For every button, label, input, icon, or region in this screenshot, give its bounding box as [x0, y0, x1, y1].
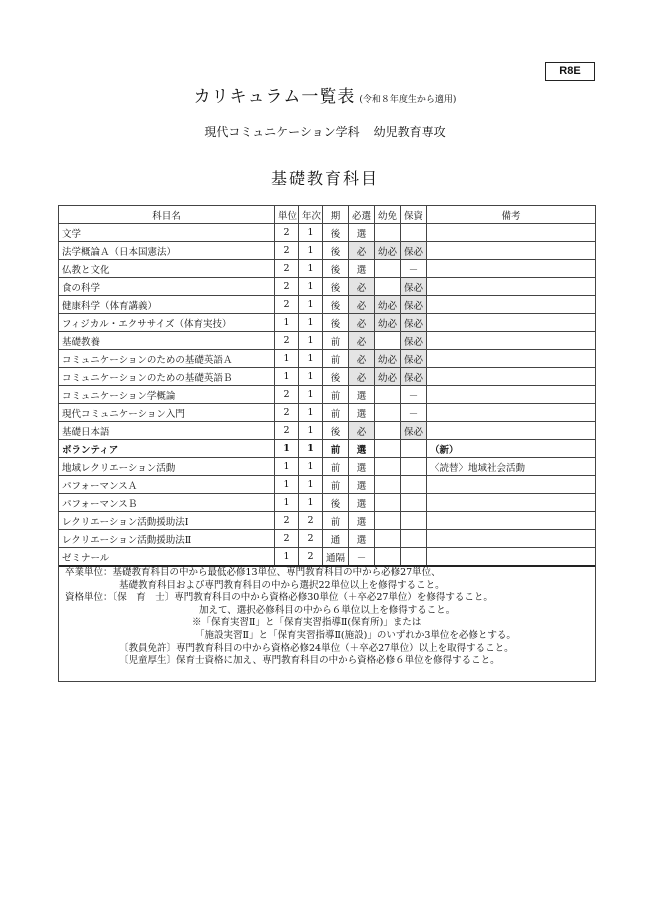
cell-term: 前	[323, 476, 349, 494]
cell-subject: 文学	[59, 224, 275, 242]
cell-subject: コミュニケーション学概論	[59, 386, 275, 404]
title-main: カリキュラム一覧表	[193, 87, 356, 107]
cell-remarks	[427, 368, 596, 386]
section-title: 基礎教育科目	[270, 169, 379, 188]
cell-req: 必	[349, 350, 375, 368]
cell-req: 選	[349, 386, 375, 404]
cell-ho	[401, 530, 427, 548]
table-row	[59, 458, 596, 476]
cell-term: 通	[323, 530, 349, 548]
table-row	[59, 332, 596, 350]
cell-remarks	[427, 314, 596, 332]
major-name: 幼児教育専攻	[373, 125, 446, 139]
cell-units: 1	[275, 494, 299, 512]
cell-units: 2	[275, 530, 299, 548]
cell-year: 2	[299, 530, 323, 548]
cell-req: 選	[349, 530, 375, 548]
table-header-row	[59, 206, 596, 224]
cell-subject: 食の科学	[59, 278, 275, 296]
cell-yo	[375, 422, 401, 440]
cell-units: 1	[275, 548, 299, 567]
cell-subject: ゼミナール	[59, 548, 275, 567]
document-code-badge: R8E	[545, 62, 595, 81]
table-row	[59, 530, 596, 548]
header-units: 単位	[275, 206, 299, 224]
table-row	[59, 296, 596, 314]
cell-req: 選	[349, 260, 375, 278]
table-row	[59, 422, 596, 440]
header-year: 年次	[299, 206, 323, 224]
cell-subject: 法学概論Ａ（日本国憲法）	[59, 242, 275, 260]
cell-year: 1	[299, 458, 323, 476]
cell-ho	[401, 476, 427, 494]
cell-units: 1	[275, 440, 299, 458]
cell-year: 2	[299, 548, 323, 567]
cell-yo	[375, 386, 401, 404]
cell-yo	[375, 404, 401, 422]
cell-yo	[375, 494, 401, 512]
cell-yo: 幼必	[375, 350, 401, 368]
cell-yo	[375, 476, 401, 494]
cell-remarks	[427, 530, 596, 548]
cell-term: 前	[323, 440, 349, 458]
cell-units: 2	[275, 224, 299, 242]
header-childcare-qualification: 保資	[401, 206, 427, 224]
cell-subject: パフォーマンスＢ	[59, 494, 275, 512]
cell-term: 前	[323, 350, 349, 368]
cell-units: 2	[275, 332, 299, 350]
cell-yo	[375, 458, 401, 476]
cell-subject: フィジカル・エクササイズ（体育実技）	[59, 314, 275, 332]
cell-remarks	[427, 512, 596, 530]
cell-year: 1	[299, 296, 323, 314]
table-row	[59, 476, 596, 494]
cell-yo	[375, 440, 401, 458]
cell-req: 必	[349, 422, 375, 440]
cell-remarks	[427, 404, 596, 422]
cell-term: 後	[323, 314, 349, 332]
department-name: 現代コミュニケーション学科	[204, 125, 360, 139]
cell-units: 2	[275, 296, 299, 314]
cell-ho: 保必	[401, 332, 427, 350]
cell-subject: 健康科学（体育講義）	[59, 296, 275, 314]
cell-units: 2	[275, 422, 299, 440]
cell-ho: 保必	[401, 422, 427, 440]
cell-term: 前	[323, 458, 349, 476]
cell-term: 後	[323, 296, 349, 314]
cell-year: 1	[299, 368, 323, 386]
cell-req: 必	[349, 242, 375, 260]
cell-remarks	[427, 422, 596, 440]
note-child-welfare: 〔児童厚生〕保育士資格に加え、専門教育科目の中から資格必修６単位を修得すること。	[119, 655, 500, 667]
cell-req: 選	[349, 224, 375, 242]
cell-ho: 保必	[401, 314, 427, 332]
cell-subject: レクリエーション活動援助法Ⅱ	[59, 530, 275, 548]
cell-req: 必	[349, 296, 375, 314]
cell-remarks	[427, 260, 596, 278]
cell-ho	[401, 494, 427, 512]
cell-req: 必	[349, 314, 375, 332]
cell-term: 後	[323, 224, 349, 242]
cell-req: 選	[349, 458, 375, 476]
cell-req: 必	[349, 332, 375, 350]
cell-subject: レクリエーション活動援助法Ⅰ	[59, 512, 275, 530]
cell-subject: パフォーマンスＡ	[59, 476, 275, 494]
cell-ho	[401, 512, 427, 530]
cell-units: 2	[275, 242, 299, 260]
cell-term: 後	[323, 422, 349, 440]
header-subject: 科目名	[59, 206, 275, 224]
cell-ho: 保必	[401, 278, 427, 296]
note-graduation-1: 卒業単位：基礎教育科目の中から最低必修13単位、専門教育科目の中から必修27単位、	[65, 567, 441, 578]
cell-subject: 基礎日本語	[59, 422, 275, 440]
table-row	[59, 404, 596, 422]
cell-year: 1	[299, 386, 323, 404]
cell-ho	[401, 224, 427, 242]
cell-ho: －	[401, 404, 427, 422]
cell-remarks	[427, 224, 596, 242]
header-kindergarten-license: 幼免	[375, 206, 401, 224]
cell-term: 前	[323, 404, 349, 422]
cell-term: 通隔	[323, 548, 349, 567]
cell-remarks: （新）	[427, 440, 596, 458]
cell-remarks	[427, 332, 596, 350]
cell-units: 2	[275, 278, 299, 296]
cell-remarks	[427, 296, 596, 314]
table-row	[59, 242, 596, 260]
cell-term: 後	[323, 494, 349, 512]
cell-year: 1	[299, 314, 323, 332]
cell-req: 必	[349, 278, 375, 296]
cell-subject: 現代コミュニケーション入門	[59, 404, 275, 422]
cell-remarks	[427, 494, 596, 512]
cell-year: 1	[299, 242, 323, 260]
note-qualification-4: 「施設実習Ⅱ」と「保育実習指導Ⅱ(施設)」のいずれか3単位を必修とする。	[195, 629, 516, 641]
header-required: 必選	[349, 206, 375, 224]
cell-yo	[375, 224, 401, 242]
note-qualification-2: 加えて、選択必修科目の中から６単位以上を修得すること。	[199, 604, 456, 616]
cell-subject: コミュニケーションのための基礎英語Ｂ	[59, 368, 275, 386]
cell-req: 選	[349, 512, 375, 530]
note-qualification-3: ※「保育実習Ⅱ」と「保育実習指導Ⅱ(保育所)」または	[192, 617, 422, 629]
table-row	[59, 386, 596, 404]
department-line	[0, 123, 650, 140]
note-graduation-2: 基礎教育科目および専門教育科目の中から選択22単位以上を修得すること。	[119, 579, 445, 591]
cell-req: 選	[349, 404, 375, 422]
cell-ho: 保必	[401, 350, 427, 368]
cell-year: 1	[299, 350, 323, 368]
cell-yo	[375, 278, 401, 296]
cell-yo: 幼必	[375, 368, 401, 386]
cell-year: 1	[299, 260, 323, 278]
note-teacher-license: 〔教員免許〕専門教育科目の中から資格必修24単位（＋卒必27単位）以上を取得すること。	[119, 642, 514, 654]
cell-year: 1	[299, 278, 323, 296]
cell-req: 必	[349, 368, 375, 386]
cell-req: 選	[349, 494, 375, 512]
notes-box	[58, 562, 596, 682]
cell-subject: 地域レクリエーション活動	[59, 458, 275, 476]
table-row	[59, 350, 596, 368]
cell-year: 1	[299, 332, 323, 350]
cell-yo	[375, 260, 401, 278]
table-row	[59, 224, 596, 242]
cell-year: 1	[299, 476, 323, 494]
cell-yo	[375, 512, 401, 530]
cell-yo	[375, 332, 401, 350]
cell-subject: 仏教と文化	[59, 260, 275, 278]
cell-year: 1	[299, 422, 323, 440]
cell-ho: 保必	[401, 296, 427, 314]
table-row	[59, 260, 596, 278]
cell-term: 前	[323, 332, 349, 350]
cell-remarks: 〈読替〉地域社会活動	[427, 458, 596, 476]
note-qualification-1: 資格単位：〔保 育 士〕専門教育科目の中から資格必修30単位（＋卒必27単位）を修得すること。	[65, 592, 493, 604]
table-row	[59, 440, 596, 458]
cell-units: 1	[275, 458, 299, 476]
cell-remarks	[427, 242, 596, 260]
cell-ho: 保必	[401, 242, 427, 260]
cell-yo: 幼必	[375, 296, 401, 314]
cell-ho	[401, 458, 427, 476]
cell-units: 2	[275, 404, 299, 422]
curriculum-table	[58, 205, 596, 567]
cell-subject: ボランティア	[59, 440, 275, 458]
cell-term: 後	[323, 368, 349, 386]
cell-subject: 基礎教養	[59, 332, 275, 350]
cell-yo: 幼必	[375, 242, 401, 260]
cell-term: 前	[323, 512, 349, 530]
cell-year: 1	[299, 404, 323, 422]
cell-units: 2	[275, 260, 299, 278]
cell-units: 2	[275, 386, 299, 404]
cell-term: 後	[323, 278, 349, 296]
cell-remarks	[427, 278, 596, 296]
table-row	[59, 278, 596, 296]
cell-year: 2	[299, 512, 323, 530]
cell-ho: －	[401, 386, 427, 404]
cell-subject: コミュニケーションのための基礎英語Ａ	[59, 350, 275, 368]
cell-term: 前	[323, 386, 349, 404]
cell-yo	[375, 530, 401, 548]
cell-term: 後	[323, 260, 349, 278]
cell-ho: －	[401, 260, 427, 278]
cell-year: 1	[299, 494, 323, 512]
table-row	[59, 512, 596, 530]
cell-remarks	[427, 350, 596, 368]
cell-req: 選	[349, 440, 375, 458]
cell-req: 選	[349, 476, 375, 494]
cell-units: 2	[275, 512, 299, 530]
cell-yo: 幼必	[375, 314, 401, 332]
cell-units: 1	[275, 350, 299, 368]
cell-units: 1	[275, 368, 299, 386]
cell-term: 後	[323, 242, 349, 260]
cell-units: 1	[275, 476, 299, 494]
cell-year: 1	[299, 440, 323, 458]
table-row	[59, 494, 596, 512]
table-row	[59, 314, 596, 332]
header-remarks: 備考	[427, 206, 596, 224]
cell-year: 1	[299, 224, 323, 242]
title-sub: (令和８年度生から適用)	[359, 95, 457, 105]
cell-ho	[401, 440, 427, 458]
cell-remarks	[427, 386, 596, 404]
cell-ho: 保必	[401, 368, 427, 386]
cell-remarks	[427, 476, 596, 494]
header-term: 期	[323, 206, 349, 224]
cell-req: －	[349, 548, 375, 567]
table-row	[59, 368, 596, 386]
document-title	[0, 82, 650, 107]
cell-units: 1	[275, 314, 299, 332]
